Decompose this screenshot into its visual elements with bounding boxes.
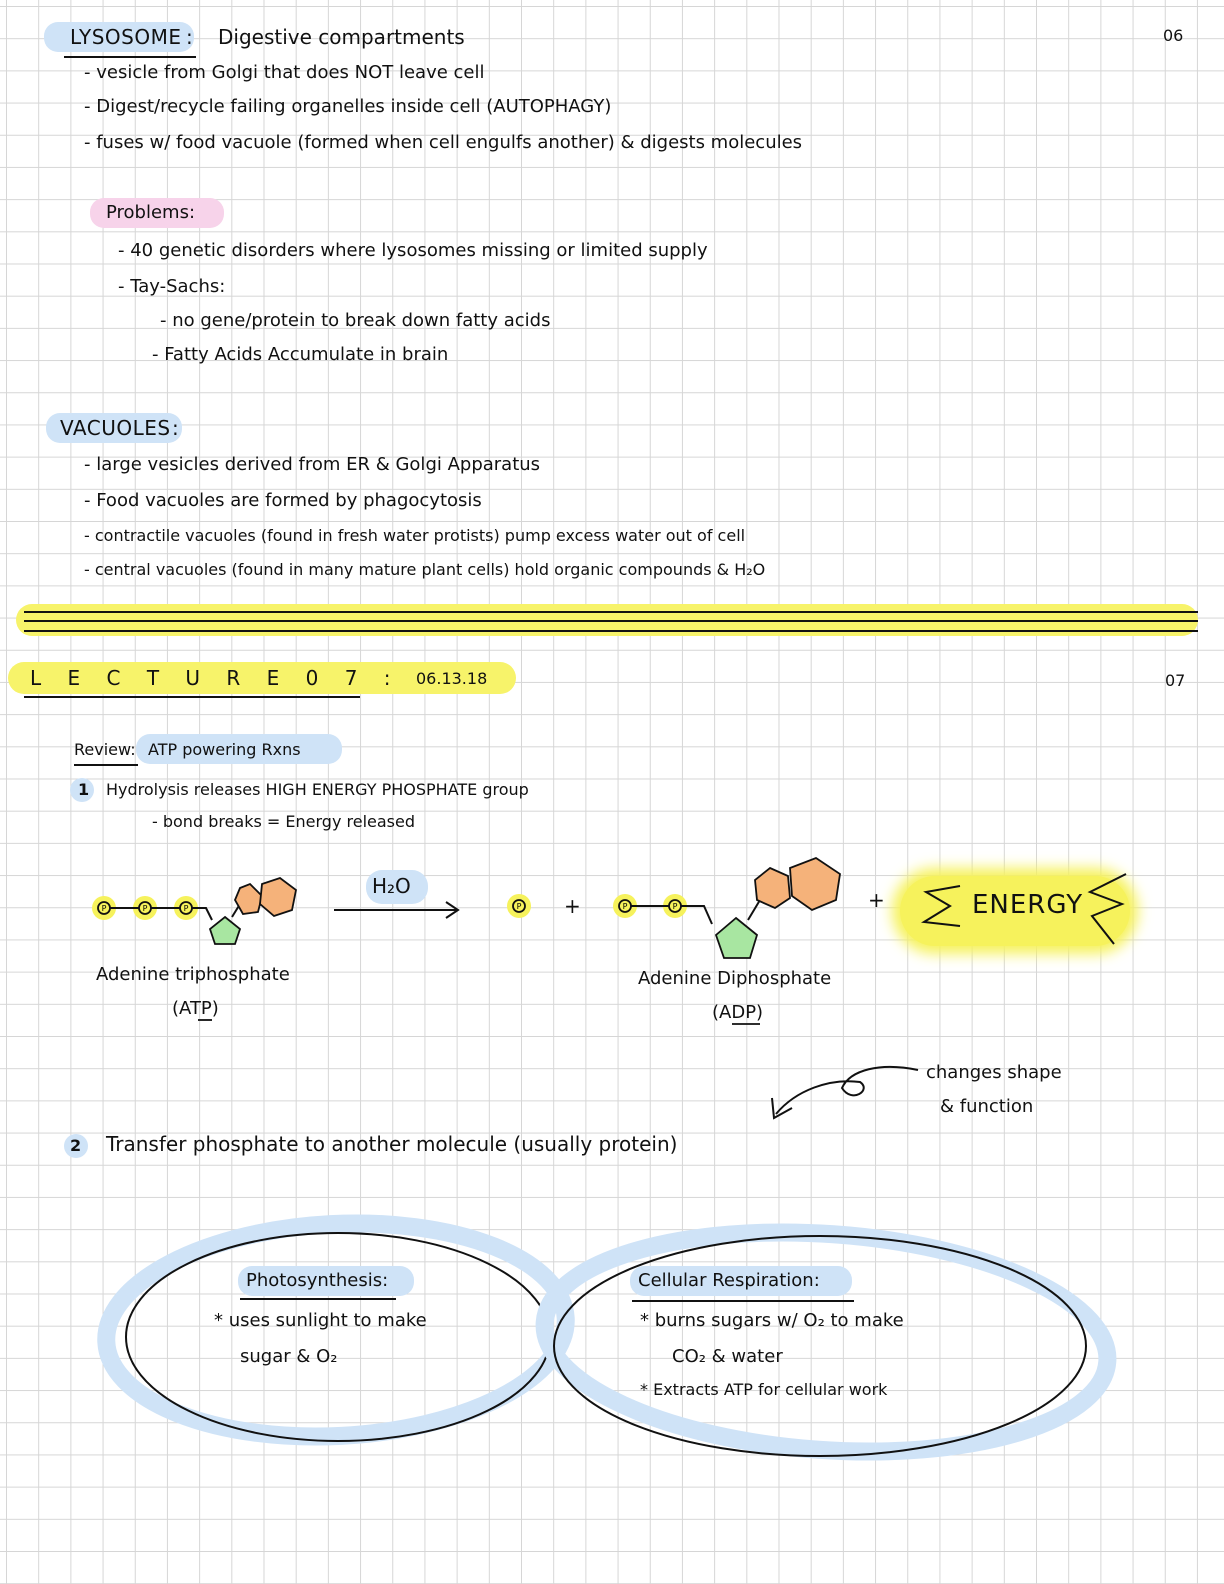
lysosome-bullet-1: - vesicle from Golgi that does NOT leave cell [84,62,485,83]
review-topic: ATP powering Rxns [148,740,301,759]
problems-heading: Problems: [106,202,196,223]
respiration-underline [632,1300,854,1302]
phosphate-label: P [516,902,522,911]
step1-text: Hydrolysis releases HIGH ENERGY PHOSPHATE group [106,780,529,799]
vacuoles-bullet-4: - central vacuoles (found in many mature plant cells) hold organic compounds & H₂O [84,560,766,579]
step2-text: Transfer phosphate to another molecule (usually protein) [106,1132,678,1156]
photosynthesis-title: Photosynthesis: [246,1270,389,1291]
atp-abbr: (ATP) [172,998,219,1019]
page-number-lecture: 07 [1165,671,1186,690]
adp-adenine-ring-2 [790,858,840,910]
lysosome-heading: LYSOSOME [70,25,182,49]
energy-burst-right [1090,874,1126,944]
photosynthesis-line-1: * uses sunlight to make [214,1310,427,1331]
phosphate-label: P [142,904,148,913]
reagent-label: H₂O [372,874,411,898]
photosynthesis-underline [240,1298,396,1300]
step1-subtext: - bond breaks = Energy released [152,812,415,831]
step1-number: 1 [78,780,90,799]
respiration-line-2: CO₂ & water [672,1346,783,1367]
lysosome-colon: : [186,25,193,49]
lecture-date: 06.13.18 [416,669,488,688]
adp-adenine-ring-1 [755,868,790,908]
energy-burst-left [924,886,960,926]
phosphate-label: P [101,904,107,913]
plus-1: + [564,894,581,918]
phosphate-label: P [183,904,189,913]
step2-number: 2 [70,1136,82,1155]
atp-ribose-ring [210,917,240,944]
atp-name: Adenine triphosphate [96,964,290,985]
review-label: Review: [74,740,136,759]
adp-ribose-ring [716,918,757,958]
adp-name: Adenine Diphosphate [638,968,832,989]
problems-bullet-4: - Fatty Acids Accumulate in brain [152,344,449,365]
adp-abbr: (ADP) [712,1002,764,1023]
note-arrow [776,1067,918,1114]
plus-2: + [868,888,885,912]
vacuoles-bullet-3: - contractile vacuoles (found in fresh water protists) pump excess water out of cell [84,526,746,545]
phosphate-label: P [672,902,678,911]
respiration-title: Cellular Respiration: [638,1270,820,1291]
lysosome-bullet-3: - fuses w/ food vacuole (formed when cell engulfs another) & digests molecules [84,132,803,153]
vacuoles-heading: VACUOLES [60,416,171,440]
note-line-2: & function [940,1096,1034,1117]
atp-phosphate-chain [92,896,212,920]
problems-bullet-1: - 40 genetic disorders where lysosomes missing or limited supply [118,240,708,261]
lysosome-subtitle: Digestive compartments [218,25,465,49]
respiration-highlight-ring [537,1215,1115,1470]
vacuoles-bullet-1: - large vesicles derived from ER & Golgi Apparatus [84,454,541,475]
problems-bullet-3: - no gene/protein to break down fatty acids [160,310,551,331]
problems-bullet-2: - Tay-Sachs: [118,276,226,297]
atp-adenine-ring-2 [260,878,296,916]
respiration-line-1: * burns sugars w/ O₂ to make [640,1310,904,1331]
adp-phosphate-chain [613,894,712,924]
phosphate-label: P [622,902,628,911]
note-line-1: changes shape [926,1062,1062,1083]
lecture-title: L E C T U R E 0 7 : [30,666,401,690]
photosynthesis-line-2: sugar & O₂ [240,1346,338,1367]
page-number-top: 06 [1163,26,1184,45]
vacuoles-bullet-2: - Food vacuoles are formed by phagocytosis [84,490,482,511]
atp-adenine-ring-1 [235,884,262,914]
vacuoles-colon: : [172,416,179,440]
lysosome-bullet-2: - Digest/recycle failing organelles inside cell (AUTOPHAGY) [84,96,612,117]
respiration-line-3: * Extracts ATP for cellular work [640,1380,888,1399]
energy-label: ENERGY [972,890,1084,920]
